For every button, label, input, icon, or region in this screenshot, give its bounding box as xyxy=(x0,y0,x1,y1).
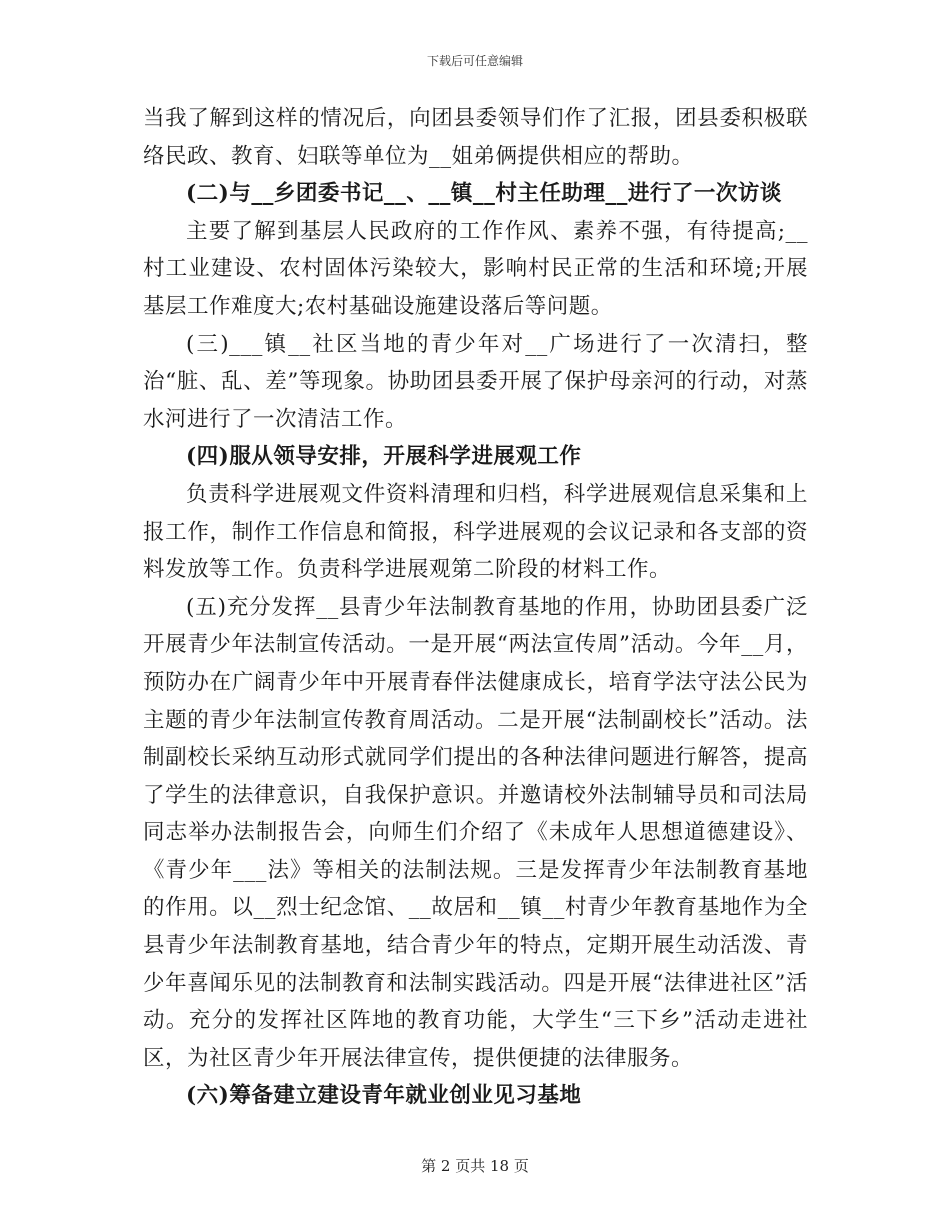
paragraph-4: 负责科学进展观文件资料清理和归档，科学进展观信息采集和上报工作，制作工作信息和简报，科学进展观的会议记录和各支部的资料发放等工作。负责科学进展观第二阶段的材料工作。 xyxy=(143,481,808,583)
paragraph-2: 主要了解到基层人民政府的工作作风、素养不强，有待提高;__村工业建设、农村固体污染较大，影响村民正常的生活和环境;开展基层工作难度大;农村基础设施建设落后等问题。 xyxy=(143,218,808,319)
section-heading-2: (二)与__乡团委书记__、__镇__村主任助理__进行了一次访谈 xyxy=(186,181,782,207)
section-heading-6: (六)筹备建立建设青年就业创业见习基地 xyxy=(186,1083,582,1109)
page-footer: 第 2 页共 18 页 xyxy=(421,1157,529,1175)
section-heading-4: (四)服从领导安排，开展科学进展观工作 xyxy=(186,444,582,470)
document-body xyxy=(143,100,808,1115)
paragraph-5: (五)充分发挥__县青少年法制教育基地的作用，协助团县委广泛开展青少年法制宣传活动。一是开展“两法宣传周”活动。今年__月，预防办在广阔青少年中开展青春伴法健康成长，培育学法守法公民为主题的青少年法制宣传教育周活动。二是开展“法制副校长”活动。法制副校长采纳互动形式就同学们提出的各种法律问题进行解答，提高了学生的法律意识，自我保护意识。并邀请校外法制辅导员和司法局同志举办法制报告会，向师生们介绍了《未成年人思想道德建设》、《青少年___法》等相关的法制法规。三是发挥青少年法制教育基地的作用。以__烈士纪念馆、__故居和__镇__村青少年教育基地作为全县青少年法制教育基地，结合青少年的特点，定期开展生动活泼、青少年喜闻乐见的法制教育和法制实践活动。四是开展“法律进社区”活动。充分的发挥社区阵地的教育功能，大学生“三下乡”活动走进社区，为社区青少年开展法律宣传，提供便捷的法律服务。 xyxy=(143,594,808,1071)
page-header: 下载后可任意编辑 xyxy=(426,54,523,68)
paragraph-3: (三)___镇__社区当地的青少年对__广场进行了一次清扫，整治“脏、乱、差”等现象。协助团县委开展了保护母亲河的行动，对蒸水河进行了一次清洁工作。 xyxy=(143,331,808,432)
paragraph-1: 当我了解到这样的情况后，向团县委领导们作了汇报，团县委积极联络民政、教育、妇联等单位为__姐弟俩提供相应的帮助。 xyxy=(143,106,808,169)
